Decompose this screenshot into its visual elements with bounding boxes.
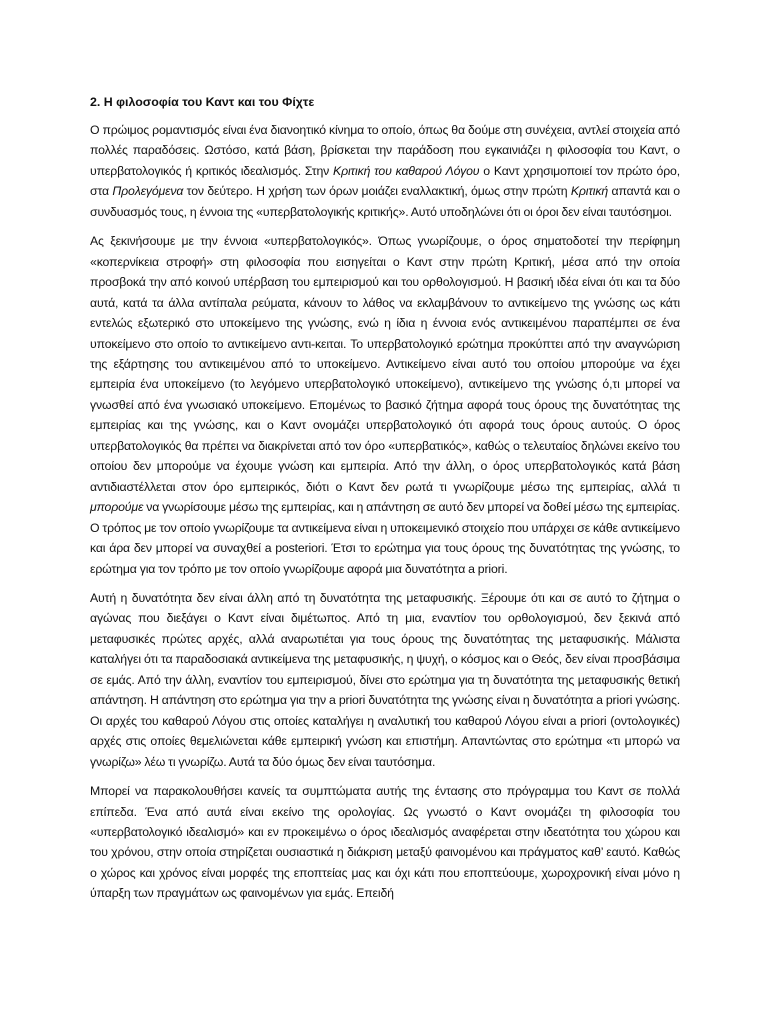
paragraph-1-text-1: Ο πρώιμος ρομαντισμός είναι ένα διανοητικό κίνημα το οποίο, όπως θα δούμε στη συνέχεια, αντλεί στοιχεία από πολλές παραδόσεις. Ωστόσο, κατά βάση, βρίσκεται την παράδοση που εγκαινιάζει η φιλοσοφία του Καντ, ο υπερβατολογικός ή κριτικός ιδεαλισμός. Στην [90,123,680,178]
paragraph-2-text-2: να γνωρίσουμε μέσω της εμπειρίας, και η απάντηση σε αυτό δεν μπορεί να δοθεί μέσω της εμπειρίας. Ο τρόπος με τον οποίο γνωρίζουμε τα αντικείμενα είναι η υποκειμενικό στοιχείο που υπάρχει σε κάθε αντικείμενο και άρα δεν μπορεί να συναχθεί a posteriori. Έτσι το ερώτημα για τους όρους της δυνατότητας της γνώσης, το ερώτημα για τον τρόπο με τον οποίο γνωρίζουμε αφορά μια δυνατότητα a priori. [90,500,680,576]
italic-title-critique: Κριτική [570,184,609,199]
paragraph-4: Μπορεί να παρακολουθήσει κανείς τα συμπτώματα αυτής της έντασης στο πρόγραμμα του Καντ σε πολλά επίπεδα. Ένα από αυτά είναι εκείνο της ορολογίας. Ως γνωστό ο Καντ ονομάζει τη φιλοσοφία του «υπερβατολογικό ιδεαλισμό» και εν προκειμένω ο όρος ιδεαλισμός αναφέρεται στην ιδεατότητα του χώρου και του χρόνου, στην οποία στηρίζεται ουσιαστικά η διάκριση μεταξύ φαινομένου και πράγματος καθ’ εαυτό. Καθώς ο χώρος και χρόνος είναι μορφές της εποπτείας μας και όχι κάτι που εποπτεύουμε, χωροχρονική είναι μόνο η ύπαρξη των πραγμάτων ως φαινομένων για εμάς. Επειδή [90,784,680,901]
paragraph-2-text-1: Ας ξεκινήσουμε με την έννοια «υπερβατολογικός». Όπως γνωρίζουμε, ο όρος σηματοδοτεί την περίφημη «κοπερνίκεια στροφή» στη φιλοσοφία που εισηγείται ο Καντ στην πρώτη Κριτική, μέσα από την οποία προσβοκά την από κοινού υπέρβαση του εμπειρισμού και του ορθολογισμού. Η βασική ιδέα είναι ότι και τα δύο αυτά, κατά τα άλλα αντίπαλα ρεύματα, κάνουν το λάθος να εκλαμβάνουν το αντικείμενο της γνώσης ως κάτι εντελώς εξωτερικό στο υποκείμενο της γνώσης, ενώ η ίδια η έννοια ενός αντικειμένου παραπέμπει σε ένα υποκείμενο στο οποίο το αντικείμενο αντι-κειται. Το υπερβατολογικό ερώτημα προκύπτει από την αναγνώριση της εξάρτησης του αντικειμένου από το υποκείμενο. Αντικείμενο είναι αυτό του οποίου μπορούμε να έχει εμπειρία ένα υποκείμενο (το λεγόμενο υπερβατολογικό υποκείμενο), αντικείμενο της γνώσης ό,τι μπορεί να γνωσθεί από ένα γνωσιακό υποκείμενο. Επομένως το βασικό ζήτημα αφορά τους όρους της δυνατότητας της εμπειρίας και της γνώσης, και ο Καντ ονομάζει υπερβατολογικό ότι αφορά τους όρους αυτούς. Ο όρος υπερβατολογικός θα πρέπει να διακρίνεται από τον όρο «υπερβατικός», καθώς ο τελευταίος δηλώνει εκείνο του οποίου δεν μπορούμε να έχουμε γνώση και εμπειρία. Από την άλλη, ο όρος υπερβατολογικός κατά βάση αντιδιαστέλλεται στον όρο εμπειρικός, διότι ο Καντ δεν ρωτά τι γνωρίζουμε μέσω της εμπειρίας, αλλά τι [90,234,680,494]
paragraph-1 [90,120,680,222]
paragraph-1-text-2: ο Καντ χρησιμοποιεί τον πρώτο όρο, στα [90,163,680,199]
paragraph-1-text-3: τον δεύτερο. Η χρήση των όρων μοιάζει εναλλακτική, όμως στην πρώτη [183,184,571,199]
italic-title-prolegomena: Προλεγόμενα [112,184,184,199]
document-page [90,94,680,913]
paragraph-3: Αυτή η δυνατότητα δεν είναι άλλη από τη δυνατότητα της μεταφυσικής. Ξέρουμε ότι και σε αυτό το ζήτημα ο αγώνας που διεξάγει ο Καντ είναι διμέτωπος. Από τη μια, εναντίον του ορθολογισμού, δεν ξεκινά από μεταφυσικές πρώτες αρχές, αλλά αναρωτιέται για τους όρους της δυνατότητας της μεταφυσικής. Μάλιστα καταλήγει ότι τα παραδοσιακά αντικείμενα της μεταφυσικής, η ψυχή, ο κόσμος και ο Θεός, δεν είναι προσβάσιμα σε εμάς. Από την άλλη, εναντίον του εμπειρισμού, δίνει στο ερώτημα για τη δυνατότητα της μεταφυσικής θετική απάντηση. Η απάντηση στο ερώτημα για την a priori δυνατότητα της γνώσης είναι η δυνατότητα a priori γνώσης. Οι αρχές του καθαρού Λόγου στις οποίες καταλήγει η αναλυτική του καθαρού Λόγου είναι a priori (οντολογικές) αρχές στις οποίες θεμελιώνεται κάθε εμπειρική γνώση και επιστήμη. Απαντώντας στο ερώτημα «τι μπορώ να γνωρίζω» λέω τι γνωρίζω. Αυτά τα δύο όμως δεν είναι ταυτόσημα. [90,590,680,769]
paragraph-2 [90,231,680,579]
italic-title-critique-pure-reason: Κριτική του καθαρού Λόγου [333,163,480,178]
paragraph-1-text-4: απαντά και ο συνδυασμός τους, η έννοια της «υπερβατολογικής κριτικής». Αυτό υποδηλώνει ότι οι όροι δεν είναι ταυτόσημοι. [90,184,680,219]
italic-word-mporoume: μπορούμε [90,500,144,515]
section-heading: 2. Η φιλοσοφία του Καντ και του Φίχτε [90,95,315,109]
